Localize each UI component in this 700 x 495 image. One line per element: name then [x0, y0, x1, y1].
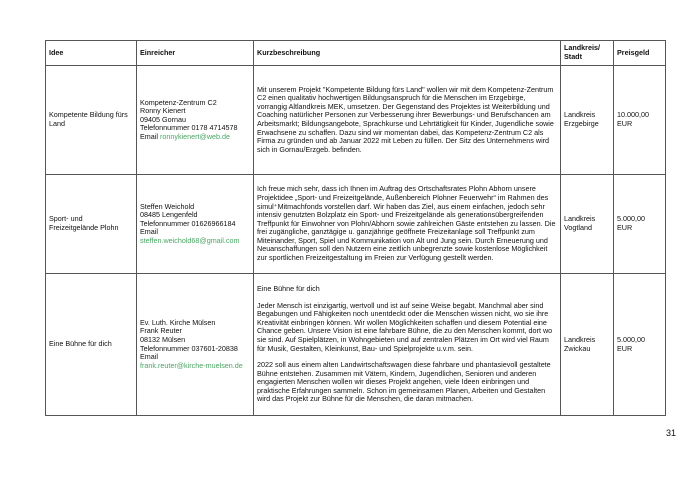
einreicher-line: Kompetenz-Zentrum C2 [140, 97, 217, 107]
einreicher-line: Telefonnummer 037601-20838 [140, 343, 238, 353]
idee-cell: Sport- und Freizeitgelände Plohn [46, 175, 137, 274]
email-label: Email [140, 131, 158, 141]
table-row [46, 175, 666, 274]
table-row [46, 274, 666, 416]
email-label: Email [140, 352, 158, 362]
email-link[interactable]: frank.reuter@kirche-muelsen.de [140, 360, 243, 370]
landkreis-cell: Landkreis Zwickau [561, 274, 614, 416]
email-link[interactable]: steffen.weichold68@gmail.com [140, 235, 240, 245]
landkreis-cell: Landkreis Erzgebirge [561, 66, 614, 175]
einreicher-line: 08485 Lengenfeld [140, 210, 198, 220]
einreicher-line: Ev. Luth. Kirche Mülsen [140, 317, 216, 327]
idee-cell: Kompetente Bildung fürs Land [46, 66, 137, 175]
idee-cell: Eine Bühne für dich [46, 274, 137, 416]
beschreibung-paragraph: 2022 soll aus einem alten Landwirtschaftswagen diese fahrbare und phantasievoll gestaltete Bühne entstehen. Zusammen mit Vätern, Kindern, Jugendlichen, Senioren und anderen engagierten Menschen wollen wir dieses Projekt angehen, viele Ideen einbringen und praktische Erfahrungen sammeln. Schon im gemeinsamen Planen, Arbeiten und Gestalten wird das Projekt zur Bühne für die Menschen, die daran mitmachen. [257, 360, 551, 404]
email-label: Email [140, 227, 158, 237]
beschreibung-paragraph: Ich freue mich sehr, dass ich Ihnen im Auftrag des Ortschaftsrates Plohn Abhorn unsere Projektidee „Sport- und Freizeitgelände, Außenbereich Plohner Feuerwehr“ im Rahmen des simul⁺Mitmachfonds vorstellen darf. Wir haben das Ziel, aus einem einfachen, jedoch sehr intensiv genutzten Bolzplatz ein Sport- und Freizeitgelände als generationsübergreifenden Treffpunkt für Einwohner von Plohn/Abhorn sowie zahlreichen Gäste entstehen zu lassen. Die frei zugängliche, ganztägige u. ganzjährige geöffnete Freizeitanlage soll Treffpunkt zum Miteinander, Sport, Spiel und Kommunikation von Alt und Jung sein. Durch Erneuerung und Neuanschaffungen soll den Nutzern eine zeitlich unbegrenzte sowie kostenlose Möglichkeit zur sportlichen Freizeitgestaltung im Freien zur Verfügung gestellt werden. [257, 184, 556, 263]
page-number: 31 [666, 428, 677, 438]
preisgeld-cell: 10.000,00 EUR [614, 66, 666, 175]
beschreibung-paragraph: Eine Bühne für dich [257, 283, 320, 293]
header-kurzbeschreibung: Kurzbeschreibung [254, 41, 561, 66]
beschreibung-paragraph: Mit unserem Projekt "Kompetente Bildung fürs Land" wollen wir mit dem Kompetenz-Zentrum C2 einen qualitativ hochwertigen Bildungsanspruch für die Menschen im Erzgebirge, vorrangig Altlandkreis MEK, umsetzen. Der Gegenstand des Projektes ist Weiterbildung und Coaching natürlicher Personen zur Verbesserung ihrer Bewerbungs- und Berufschancen am Arbeitsmarkt; Bildungsangebote, Sprachkurse und Lehrtätigkeit für Kinder, Jugendliche sowie Erwachsene zu schaffen. Dazu sind wir momentan dabei, das Kompetenz-Zentrum C2 als Firma zu gründen und ab Januar 2022 mit Leben zu füllen. Der Sitz des Unternehmens wird sich in Gornau/Erzgeb. befinden. [257, 84, 554, 154]
preisgeld-cell: 5.000,00 EUR [614, 274, 666, 416]
einreicher-line: Frank Reuter [140, 326, 182, 336]
header-einreicher: Einreicher [137, 41, 254, 66]
beschreibung-cell [254, 66, 561, 175]
einreicher-cell [137, 274, 254, 416]
email-link[interactable]: ronnykienert@web.de [159, 131, 231, 141]
einreicher-line: Steffen Weichold [140, 201, 195, 211]
landkreis-cell: Landkreis Vogtland [561, 175, 614, 274]
table-row [46, 66, 666, 175]
beschreibung-paragraph: Jeder Mensch ist einzigartig, wertvoll und ist auf seine Weise begabt. Manchmal aber sind Begabungen und Fähigkeiten noch unentdeckt oder die Menschen wissen nicht, wo sie ihre Kreativität einbringen können. Wir wollen Möglichkeiten schaffen und diesem Potential eine Chance geben. Unsere Vision ist eine fahrbare Bühne, die zu den Menschen kommt, dort wo sie sind. Auf Spielplätzen, in Wohngebieten und auf zentralen Plätzen im Ort wird viel Raum für Musik, Gestalten, Kleinkunst, Bau- und Spielprojekte u.v.m. sein. [257, 300, 553, 353]
einreicher-cell [137, 66, 254, 175]
einreicher-line: 08132 Mülsen [140, 334, 186, 344]
projects-table [45, 40, 666, 416]
einreicher-cell [137, 175, 254, 274]
header-landkreis: Landkreis/ Stadt [561, 41, 614, 66]
einreicher-line: Telefonnummer 0178 4714578 [140, 123, 238, 133]
preisgeld-cell: 5.000,00 EUR [614, 175, 666, 274]
beschreibung-cell [254, 175, 561, 274]
einreicher-line: 09405 Gornau [140, 114, 186, 124]
table-header-row [46, 41, 666, 66]
beschreibung-cell [254, 274, 561, 416]
einreicher-line: Ronny Kienert [140, 106, 186, 116]
header-idee: Idee [46, 41, 137, 66]
header-preisgeld: Preisgeld [614, 41, 666, 66]
einreicher-line: Telefonnummer 01626966184 [140, 218, 236, 228]
